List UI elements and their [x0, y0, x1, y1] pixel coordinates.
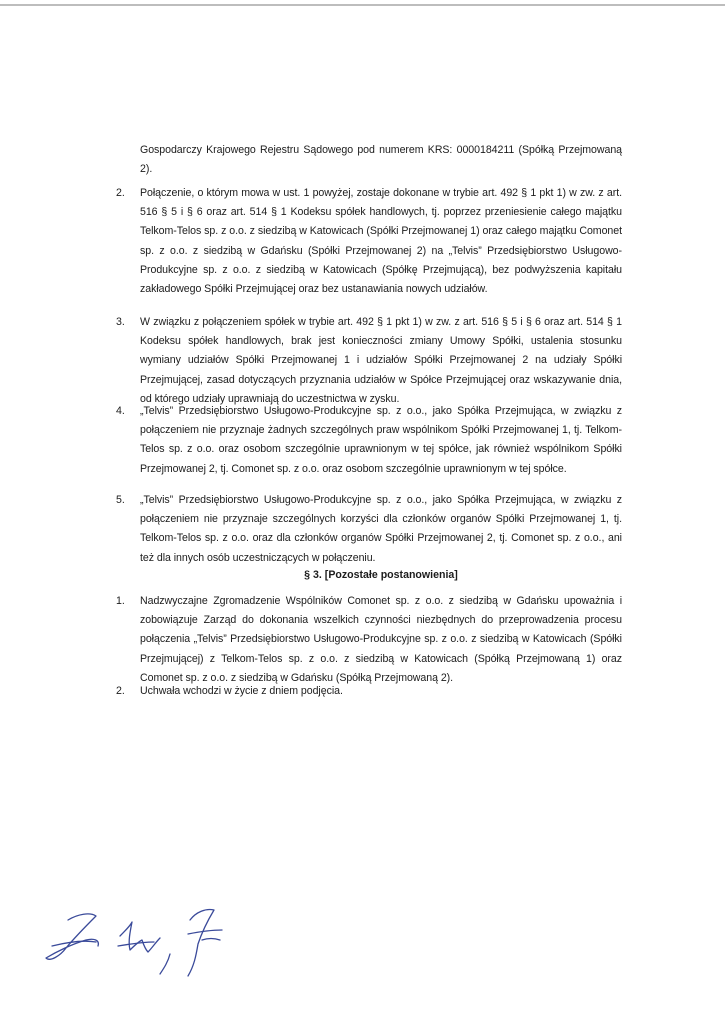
list-number: 5. — [116, 494, 125, 506]
list-item-text: Uchwała wchodzi w życie z dniem podjęcia. — [140, 685, 343, 697]
paragraph-continuation: Gospodarczy Krajowego Rejestru Sądowego pod numerem KRS: 0000184211 (Spółką Przejmowaną 2). — [140, 144, 622, 176]
list-number: 3. — [116, 316, 125, 328]
list-number: 2. — [116, 187, 125, 199]
list-number: 1. — [116, 595, 125, 607]
list-item-text: Nadzwyczajne Zgromadzenie Wspólników Comonet sp. z o.o. z siedzibą w Gdańsku upoważnia i zobowiązuje Zarząd do dokonania wszelkich czynności niezbędnych do przeprowadzenia procesu połączenia „Telvis” Przedsiębiorstwo Usługowo-Produkcyjne sp. z o.o. z siedzibą w Katowicach (Spółki Przejmującej) z Telkom-Telos sp. z o.o. z siedzibą w Katowicach (Spółką Przejmowaną 1) oraz Comonet sp. z o.o. z siedzibą w Gdańsku (Spółką Przejmowaną 2). — [140, 595, 622, 684]
list-item-2 — [116, 184, 622, 299]
list-item-3 — [116, 313, 622, 409]
list-number: 2. — [116, 685, 125, 697]
handwritten-signature — [38, 896, 238, 986]
list-item-4 — [116, 402, 622, 479]
list-item-text: „Telvis” Przedsiębiorstwo Usługowo-Produkcyjne sp. z o.o., jako Spółka Przejmująca, w związku z połączeniem nie przyznaje żadnych szczególnych praw wspólnikom Spółki Przejmowanej 1, tj. Telkom-Telos sp. z o.o. oraz osobom szczególnie uprawnionym w tej spółce, jak również wspólnikom Spółki Przejmowanej 2, tj. Comonet sp. z o.o. oraz osobom szczególnie uprawnionym w tej spółce. — [140, 405, 622, 475]
list-item-5 — [116, 491, 622, 568]
list-item-text: „Telvis” Przedsiębiorstwo Usługowo-Produkcyjne sp. z o.o., jako Spółka Przejmująca, w związku z połączeniem nie przyznaje szczególnych korzyści dla członków organów Spółki Przejmowanej 1, tj. Telkom-Telos sp. z o.o. oraz dla członków organów Spółki Przejmowanej 2, tj. Comonet sp. z o.o., ani też dla innych osób uczestniczących w połączeniu. — [140, 494, 622, 564]
section3-item-1 — [116, 592, 622, 688]
list-item-text: Połączenie, o którym mowa w ust. 1 powyżej, zostaje dokonane w trybie art. 492 § 1 pkt 1) w zw. z art. 516 § 5 i § 6 oraz art. 514 § 1 Kodeksu spółek handlowych, tj. poprzez przeniesienie całego majątku Telkom-Telos sp. z o.o. z siedzibą w Katowicach (Spółki Przejmowanej 1) oraz całego majątku Comonet sp. z o.o. z siedzibą w Gdańsku (Spółki Przejmowanej 2) na „Telvis” Przedsiębiorstwo Usługowo-Produkcyjne sp. z o.o. z siedzibą w Katowicach (Spółkę Przejmującą), bez podwyższenia kapitału zakładowego Spółki Przejmującej oraz bez ustanawiania nowych udziałów. — [140, 187, 622, 296]
section-heading: § 3. [Pozostałe postanowienia] — [304, 569, 458, 581]
section3-item-2 — [116, 682, 622, 701]
list-number: 4. — [116, 405, 125, 417]
list-item-text: W związku z połączeniem spółek w trybie art. 492 § 1 pkt 1) w zw. z art. 516 § 5 i § 6 oraz art. 514 § 1 Kodeksu spółek handlowych, brak jest konieczności zmiany Umowy Spółki, ustalenia stosunku wymiany udziałów Spółki Przejmowanej 1 i udziałów Spółki Przejmowanej 2 na udziały Spółki Przejmującej, zasad dotyczących przyznania udziałów w Spółce Przejmującej oraz wskazywanie dnia, od którego udziały uprawniają do uczestnictwa w zysku. — [140, 316, 622, 405]
